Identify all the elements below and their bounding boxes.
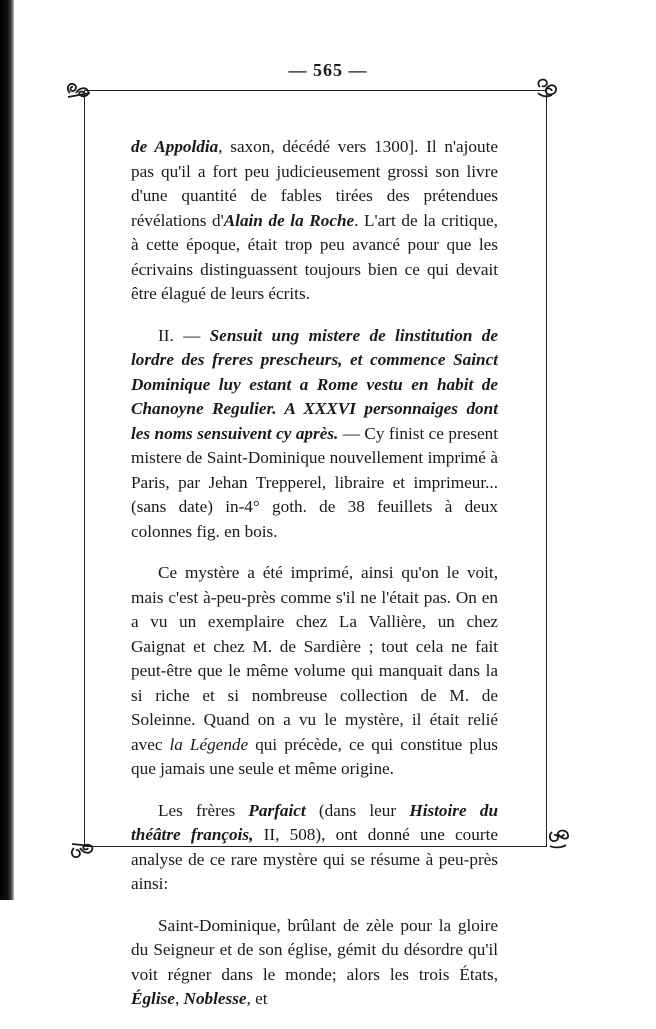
text: — Cy finist ce present mistere de Saint-Dominique nouvellement imprimé à Paris, par Jehan Trepperel, libraire et imprimeur... (sans date) in-4° goth. de 38 feuillets à deux colonnes fig. en bois. <box>131 423 498 541</box>
italic-text: la Légende <box>169 734 249 754</box>
italic-text: Parfaict <box>248 800 306 820</box>
flourish-ornament-icon <box>532 77 560 101</box>
paragraph <box>131 324 498 545</box>
text: qui précède, ce qui constitue plus que jamais une seule et même origine. <box>131 734 498 778</box>
italic-text: Alain de la Roche <box>223 210 355 230</box>
italic-text: Église <box>131 989 175 1008</box>
italic-text: Histoire du théâtre françois, <box>131 800 499 844</box>
page-number: — 565 — <box>288 60 368 80</box>
paragraph <box>131 561 498 782</box>
flourish-ornament-icon <box>64 79 92 103</box>
italic-text: de Appoldia <box>131 137 219 156</box>
text: , et <box>246 989 268 1008</box>
flourish-ornament-icon <box>544 826 572 850</box>
text: Saint-Dominique, brûlant de zèle pour la gloire du Seigneur et de son église, gémit du désordre qu'il voit régner dans le monde; alors les trois États, <box>131 915 498 984</box>
paragraph <box>131 914 498 1012</box>
page-text <box>131 135 498 1029</box>
text: II, 508), ont donné une courte analyse de ce rare mystère qui se résume à peu-près ainsi: <box>131 825 498 893</box>
text: Les frères <box>158 800 249 820</box>
text: II. — <box>158 325 210 345</box>
italic-text: Noblesse <box>183 989 247 1008</box>
text: , <box>174 989 184 1008</box>
text: , saxon, décédé vers 1300]. Il n'ajoute pas qu'il a fort peu judicieusement grossi son livre d'une quantité de fables tirées des prétendues révélations d' <box>131 137 498 230</box>
text: (dans leur <box>305 800 410 820</box>
text: . L'art de la critique, à cette époque, était trop peu avancé pour que les écrivains distinguassent toujours bien ce qui devait être élagué de leurs écrits. <box>131 210 498 303</box>
book-spine-shadow <box>0 0 14 900</box>
paragraph <box>131 799 498 897</box>
italic-text: Sensuit ung mistere de linstitution de lordre des freres prescheurs, et commence Sainct Dominique luy estant a Rome vestu en habit de Chanoyne Regulier. A XXXVI personnaiges dont les noms sensuivent cy après. <box>131 325 498 443</box>
text: Ce mystère a été imprimé, ainsi qu'on le voit, mais c'est à-peu-près comme s'il ne l'était pas. On en a vu un exemplaire chez La Vallière, un chez Gaignat et chez M. de Sardière ; tout cela ne fait peut-être que le même volume qui manquait dans la si riche et si nombreuse collection de M. de Soleinne. Quand on a vu le mystère, il était relié avec <box>131 563 498 754</box>
flourish-ornament-icon <box>68 840 96 864</box>
paragraph <box>131 135 498 307</box>
